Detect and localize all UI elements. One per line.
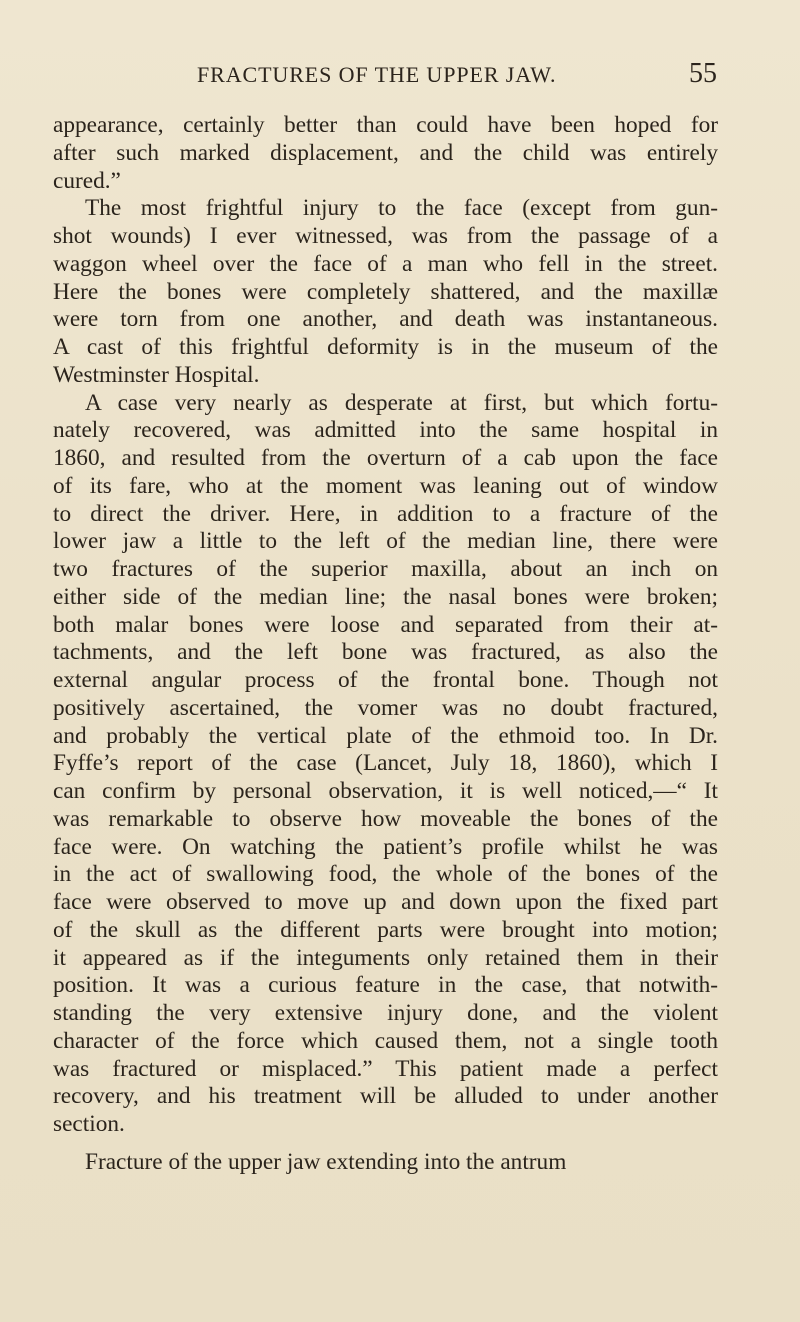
text-line: character of the force which caused them, not a single tooth	[53, 1027, 718, 1054]
text-line: either side of the median line; the nasal bones were broken;	[53, 583, 718, 610]
text-line: lower jaw a little to the left of the median line, there were	[53, 528, 718, 555]
text-line: Westminster Hospital.	[53, 361, 260, 388]
text-line: cured.”	[53, 167, 121, 194]
page-number: 55	[689, 58, 717, 89]
running-head: FRACTURES OF THE UPPER JAW.	[197, 62, 557, 87]
text-line: nately recovered, was admitted into the same hospital in	[53, 417, 718, 444]
text-line: recovery, and his treatment will be alluded to under another	[53, 1083, 718, 1110]
text-line: A cast of this frightful deformity is in the museum of the	[53, 334, 718, 360]
page-header	[197, 60, 717, 94]
text-line: shot wounds) I ever witnessed, was from the passage of a	[53, 223, 718, 249]
text-line: standing the very extensive injury done, and the violent	[53, 1000, 718, 1026]
text-line: was remarkable to observe how moveable the bones of the	[53, 805, 718, 832]
text-line: Fracture of the upper jaw extending into the antrum	[85, 1148, 567, 1175]
text-line: after such marked displacement, and the child was entirely	[53, 139, 718, 166]
text-line: A case very nearly as desperate at first, but which fortu-	[85, 389, 718, 416]
text-line: Here the bones were completely shattered, and the maxillæ	[53, 278, 718, 305]
text-line: waggon wheel over the face of a man who fell in the street.	[53, 250, 718, 277]
text-line: of its fare, who at the moment was leaning out of window	[53, 472, 718, 499]
text-line: were torn from one another, and death was instantaneous.	[53, 306, 718, 333]
text-line: to direct the driver. Here, in addition to a fracture of the	[53, 500, 718, 527]
text-line: section.	[53, 1111, 125, 1137]
text-line: position. It was a curious feature in the case, that notwith-	[53, 972, 718, 999]
text-line: both malar bones were loose and separated from their at-	[53, 611, 718, 638]
paragraph-gap	[53, 1139, 718, 1149]
text-line: Fyffe’s report of the case (Lancet, July 18, 1860), which I	[53, 750, 718, 777]
text-line: face were. On watching the patient’s profile whilst he was	[53, 833, 718, 860]
text-line: face were observed to move up and down upon the fixed part	[53, 889, 718, 915]
text-line: of the skull as the different parts were brought into motion;	[53, 916, 718, 943]
text-line: in the act of swallowing food, the whole of the bones of the	[53, 861, 718, 888]
text-line: The most frightful injury to the face (except from gun-	[85, 195, 718, 222]
body-text	[53, 112, 718, 1177]
text-line: and probably the vertical plate of the ethmoid too. In Dr.	[53, 722, 718, 749]
text-line: appearance, certainly better than could have been hoped for	[53, 112, 718, 138]
text-line: it appeared as if the integuments only retained them in their	[53, 944, 718, 971]
text-line: was fractured or misplaced.” This patient made a perfect	[53, 1055, 718, 1082]
text-line: two fractures of the superior maxilla, about an inch on	[53, 556, 718, 582]
text-line: 1860, and resulted from the overturn of a cab upon the face	[53, 445, 718, 471]
text-line: tachments, and the left bone was fractured, as also the	[53, 639, 718, 666]
text-line: positively ascertained, the vomer was no doubt fractured,	[53, 694, 718, 721]
text-line: can confirm by personal observation, it is well noticed,—“ It	[53, 778, 718, 804]
text-line: external angular process of the frontal bone. Though not	[53, 667, 718, 693]
